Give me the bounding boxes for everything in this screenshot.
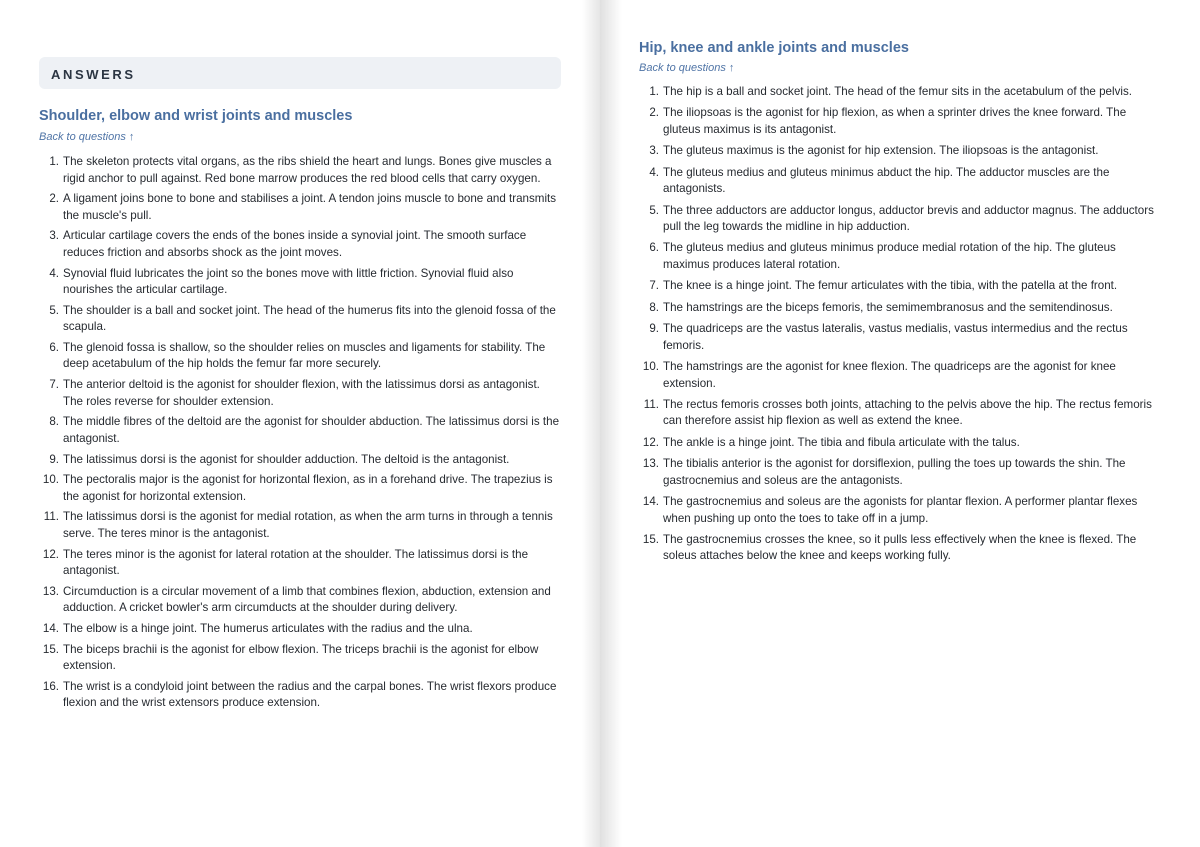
answer-item: [639, 143, 1161, 160]
answer-number: 14.: [642, 495, 659, 509]
answer-text: Synovial fluid lubricates the joint so the bones move with little friction. Synovial fluid also nourishes the articular cartilage.: [63, 266, 514, 297]
answer-item: [39, 228, 561, 261]
answer-number: 9.: [49, 452, 59, 466]
answer-number: 12.: [42, 547, 59, 561]
answer-text: Articular cartilage covers the ends of the bones inside a synovial joint. The smooth surface reduces friction and absorbs shock as the joint moves.: [63, 229, 527, 259]
answer-number: 13.: [42, 584, 59, 598]
answer-number: 2.: [49, 192, 59, 206]
answer-text: The rectus femoris crosses both joints, attaching to the pelvis above the hip. The rectus femoris can therefore assist hip flexion as well as extend the knee.: [663, 397, 1152, 428]
answer-text: The wrist is a condyloid joint between the radius and the carpal bones. The wrist flexors produce flexion and the wrist extensors produce extension.: [63, 679, 557, 710]
answer-text: The iliopsoas is the agonist for hip flexion, as when a sprinter drives the knee forward. The gluteus maximus is its antagonist.: [663, 106, 1127, 136]
answer-item: [39, 266, 561, 299]
answer-number: 10.: [642, 360, 659, 374]
answer-list-hip: [639, 84, 1161, 565]
answer-text: The hamstrings are the agonist for knee flexion. The quadriceps are the agonist for knee extension.: [663, 360, 1116, 390]
answer-text: The three adductors are adductor longus, adductor brevis and adductor magnus. The adductors pull the leg towards the midline in hip adduction.: [663, 203, 1154, 234]
answer-number: 13.: [642, 457, 659, 471]
answer-number: 8.: [49, 415, 59, 429]
answer-number: 4.: [49, 266, 59, 280]
answer-text: The anterior deltoid is the agonist for shoulder flexion, with the latissimus dorsi as antagonist. The roles reverse for shoulder extension.: [63, 378, 540, 408]
answer-text: The gastrocnemius and soleus are the agonists for plantar flexion. A performer plantar flexes when pushing up onto the toes to take off in a jump.: [663, 495, 1138, 525]
answer-text: The hip is a ball and socket joint. The head of the femur sits in the acetabulum of the pelvis.: [663, 85, 1132, 98]
answer-item: [39, 414, 561, 447]
answer-item: [39, 191, 561, 224]
answer-text: Circumduction is a circular movement of a limb that combines flexion, abduction, extension and adduction. A cricket bowler's arm circumducts at the shoulder during delivery.: [63, 584, 551, 615]
answer-number: 3.: [649, 144, 659, 158]
answer-number: 5.: [649, 203, 659, 217]
answer-item: [639, 165, 1161, 198]
section-title-shoulder: Shoulder, elbow and wrist joints and muscles: [39, 108, 353, 124]
answer-number: 10.: [42, 473, 59, 487]
answer-number: 15.: [642, 532, 659, 546]
answer-number: 14.: [42, 621, 59, 635]
back-to-questions-link[interactable]: Back to questions ↑: [39, 131, 135, 143]
answer-item: [39, 547, 561, 580]
answer-item: [39, 452, 561, 469]
answer-number: 11.: [643, 397, 659, 411]
answer-text: The quadriceps are the vastus lateralis, vastus medialis, vastus intermedius and the rectus femoris.: [663, 322, 1128, 352]
answer-item: [639, 84, 1161, 101]
answers-banner-label: ANSWERS: [51, 67, 136, 82]
section-title-hip: Hip, knee and ankle joints and muscles: [639, 40, 909, 56]
answer-text: The gluteus medius and gluteus minimus produce medial rotation of the hip. The gluteus maximus produces lateral rotation.: [663, 241, 1116, 271]
back-to-questions-link[interactable]: Back to questions ↑: [639, 62, 735, 74]
answer-list-shoulder: [39, 154, 561, 712]
answer-text: The pectoralis major is the agonist for horizontal flexion, as in a forehand drive. The trapezius is the agonist for horizontal extension.: [63, 473, 553, 503]
answer-item: [639, 240, 1161, 273]
answer-item: [39, 584, 561, 617]
answer-text: The skeleton protects vital organs, as the ribs shield the heart and lungs. Bones give muscles a rigid anchor to pull against. Red bone marrow produces the red blood cells that carry oxygen.: [63, 155, 552, 185]
answer-item: [39, 340, 561, 373]
answer-text: The ankle is a hinge joint. The tibia and fibula articulate with the talus.: [663, 435, 1020, 449]
answer-item: [39, 679, 561, 712]
answer-number: 6.: [649, 241, 659, 255]
answer-item: [639, 105, 1161, 138]
answer-item: [639, 321, 1161, 354]
answer-text: The gluteus maximus is the agonist for hip extension. The iliopsoas is the antagonist.: [663, 144, 1099, 158]
answer-item: [639, 456, 1161, 489]
answer-text: The gluteus medius and gluteus minimus abduct the hip. The adductor muscles are the antagonists.: [663, 165, 1110, 196]
answer-number: 2.: [649, 106, 659, 120]
answer-number: 6.: [49, 340, 59, 354]
answer-number: 12.: [642, 435, 659, 449]
answer-item: [39, 303, 561, 336]
answer-text: The hamstrings are the biceps femoris, the semimembranosus and the semitendinosus.: [663, 300, 1113, 314]
answer-number: 9.: [649, 322, 659, 336]
answer-item: [639, 532, 1161, 565]
answers-banner: [39, 57, 561, 89]
answer-text: The gastrocnemius crosses the knee, so it pulls less effectively when the knee is flexed. The soleus attaches below the knee and keeps working fully.: [663, 532, 1137, 563]
answer-text: The biceps brachii is the agonist for elbow flexion. The triceps brachii is the agonist for elbow extension.: [63, 642, 539, 673]
answer-text: The glenoid fossa is shallow, so the shoulder relies on muscles and ligaments for stability. The deep acetabulum of the hip holds the femur far more securely.: [63, 340, 546, 371]
answer-item: [39, 621, 561, 638]
answer-item: [39, 509, 561, 542]
answer-number: 4.: [649, 165, 659, 179]
page-gutter-shadow: [600, 0, 622, 847]
answer-text: The knee is a hinge joint. The femur articulates with the tibia, with the patella at the front.: [663, 279, 1118, 293]
answer-number: 16.: [42, 679, 59, 693]
answer-text: A ligament joins bone to bone and stabilises a joint. A tendon joins muscle to bone and transmits the muscle's pull.: [63, 192, 557, 222]
answer-item: [639, 278, 1161, 295]
answer-text: The latissimus dorsi is the agonist for shoulder adduction. The deltoid is the antagonist.: [63, 452, 510, 466]
answer-number: 15.: [42, 642, 59, 656]
answer-item: [39, 472, 561, 505]
answer-item: [39, 154, 561, 187]
answer-number: 1.: [649, 85, 659, 98]
answer-item: [639, 397, 1161, 430]
answer-text: The middle fibres of the deltoid are the agonist for shoulder abduction. The latissimus dorsi is the antagonist.: [63, 415, 560, 445]
answer-item: [639, 359, 1161, 392]
answer-item: [39, 377, 561, 410]
answer-item: [639, 300, 1161, 317]
answer-text: The teres minor is the agonist for lateral rotation at the shoulder. The latissimus dorsi is the antagonist.: [63, 547, 529, 578]
page-gutter-shadow: [582, 0, 600, 847]
answer-item: [39, 642, 561, 675]
answer-number: 11.: [43, 510, 59, 524]
answer-item: [639, 203, 1161, 236]
answer-number: 5.: [49, 303, 59, 317]
answer-text: The shoulder is a ball and socket joint. The head of the humerus fits into the glenoid fossa of the scapula.: [63, 303, 556, 334]
answer-number: 8.: [649, 300, 659, 314]
answer-number: 7.: [649, 279, 659, 293]
answer-number: 1.: [49, 155, 59, 168]
answer-number: 7.: [49, 378, 59, 392]
answer-item: [639, 494, 1161, 527]
answer-number: 3.: [49, 229, 59, 243]
answer-item: [639, 435, 1161, 452]
answer-text: The elbow is a hinge joint. The humerus articulates with the radius and the ulna.: [63, 621, 473, 635]
answer-text: The latissimus dorsi is the agonist for medial rotation, as when the arm turns in through a tennis serve. The teres minor is the antagonist.: [63, 510, 553, 540]
answer-text: The tibialis anterior is the agonist for dorsiflexion, pulling the toes up towards the shin. The gastrocnemius and soleus are the antagonists.: [663, 457, 1126, 487]
right-page: [600, 0, 1200, 847]
